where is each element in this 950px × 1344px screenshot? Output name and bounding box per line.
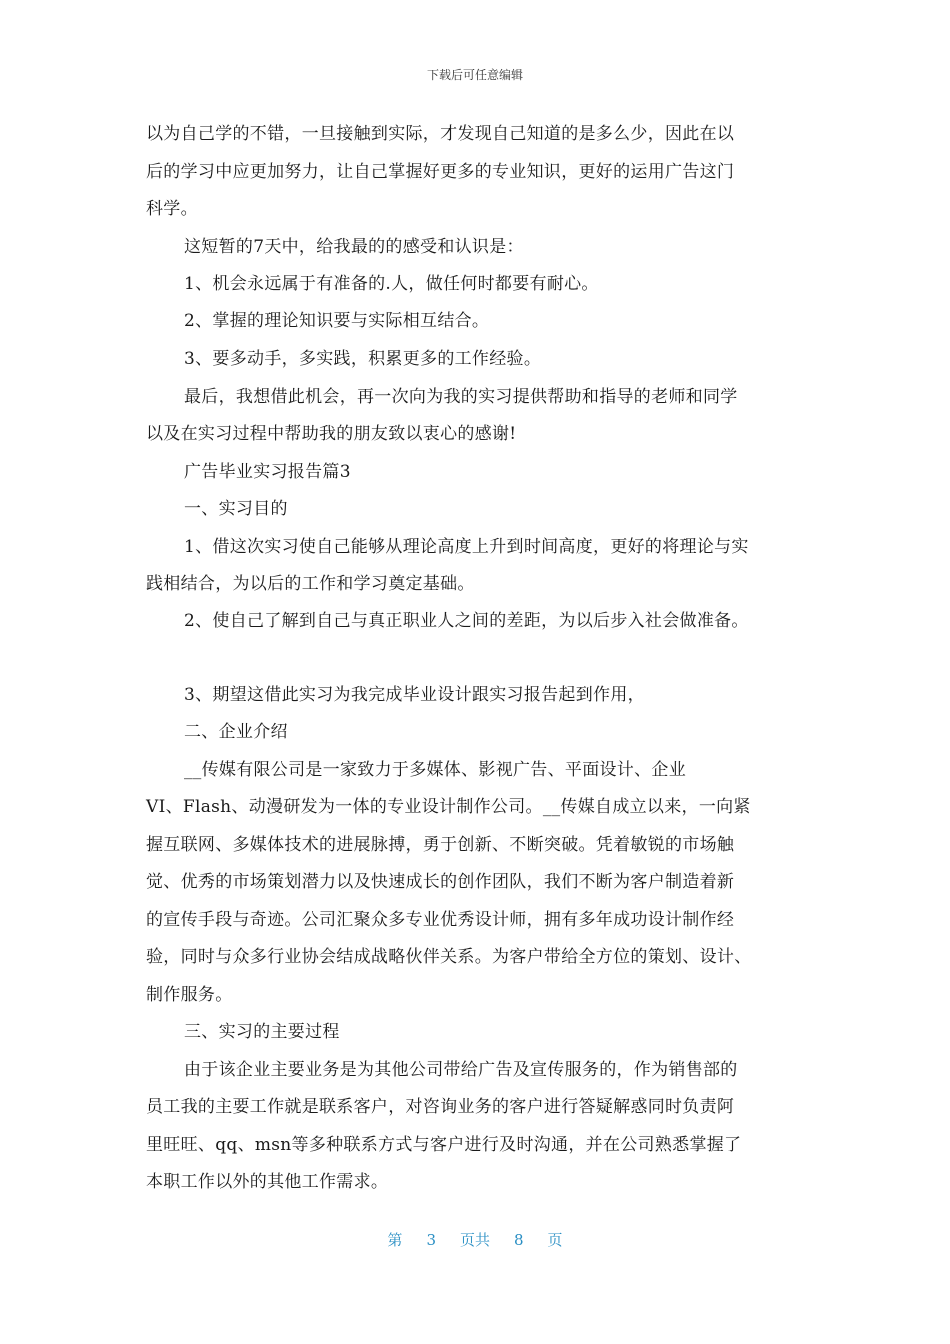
section-heading: 广告毕业实习报告篇3 <box>184 462 351 482</box>
body-line: 的宣传手段与奇迹。公司汇聚众多专业优秀设计师，拥有多年成功设计制作经 <box>146 910 735 930</box>
body-line: 握互联网、多媒体技术的进展脉搏，勇于创新、不断突破。凭着敏锐的市场触 <box>146 835 735 855</box>
body-line: 以为自己学的不错，一旦接触到实际，才发现自己知道的是多么少，因此在以 <box>146 124 735 144</box>
body-line: 里旺旺、qq、msn等多种联系方式与客户进行及时沟通，并在公司熟悉掌握了 <box>146 1135 742 1155</box>
body-line: 1、机会永远属于有准备的.人，做任何时都要有耐心。 <box>184 274 599 294</box>
body-line: 最后，我想借此机会，再一次向为我的实习提供帮助和指导的老师和同学 <box>184 387 738 407</box>
body-line: 员工我的主要工作就是联系客户，对咨询业务的客户进行答疑解惑同时负责阿 <box>146 1097 735 1117</box>
body-line: VI、Flash、动漫研发为一体的专业设计制作公司。__传媒自成立以来，一向紧 <box>146 797 751 817</box>
body-line: 验，同时与众多行业协会结成战略伙伴关系。为客户带给全方位的策划、设计、 <box>146 947 752 967</box>
body-line: 3、要多动手，多实践，积累更多的工作经验。 <box>184 349 542 369</box>
body-line: 1、借这次实习使自己能够从理论高度上升到时间高度，更好的将理论与实 <box>184 537 749 557</box>
section-heading: 二、企业介绍 <box>184 722 288 742</box>
footer-middle: 页共 <box>459 1231 490 1249</box>
body-line: 制作服务。 <box>146 985 233 1005</box>
footer-prefix: 第 <box>387 1231 403 1249</box>
footer-suffix: 页 <box>547 1231 563 1249</box>
body-line: __传媒有限公司是一家致力于多媒体、影视广告、平面设计、企业 <box>184 760 686 780</box>
header-note: 下载后可任意编辑 <box>426 68 523 82</box>
body-line: 觉、优秀的市场策划潜力以及快速成长的创作团队，我们不断为客户制造着新 <box>146 872 735 892</box>
body-line: 后的学习中应更加努力，让自己掌握好更多的专业知识，更好的运用广告这门 <box>146 162 735 182</box>
section-heading: 一、实习目的 <box>184 499 288 519</box>
footer-total-pages: 8 <box>514 1231 524 1249</box>
body-line: 2、掌握的理论知识要与实际相互结合。 <box>184 311 490 331</box>
footer-page-number: 3 <box>426 1231 436 1249</box>
body-line: 科学。 <box>146 199 198 219</box>
body-line: 3、期望这借此实习为我完成毕业设计跟实习报告起到作用， <box>184 685 645 705</box>
body-line: 2、使自己了解到自己与真正职业人之间的差距，为以后步入社会做准备。 <box>184 611 749 631</box>
body-line: 由于该企业主要业务是为其他公司带给广告及宣传服务的，作为销售部的 <box>184 1060 738 1080</box>
body-line: 以及在实习过程中帮助我的朋友致以衷心的感谢! <box>146 424 517 444</box>
section-heading: 三、实习的主要过程 <box>184 1022 340 1042</box>
body-line: 本职工作以外的其他工作需求。 <box>146 1172 389 1192</box>
page-footer <box>0 1229 950 1250</box>
body-line: 践相结合，为以后的工作和学习奠定基础。 <box>146 574 475 594</box>
body-line: 这短暂的7天中，给我最的的感受和认识是： <box>184 237 524 257</box>
